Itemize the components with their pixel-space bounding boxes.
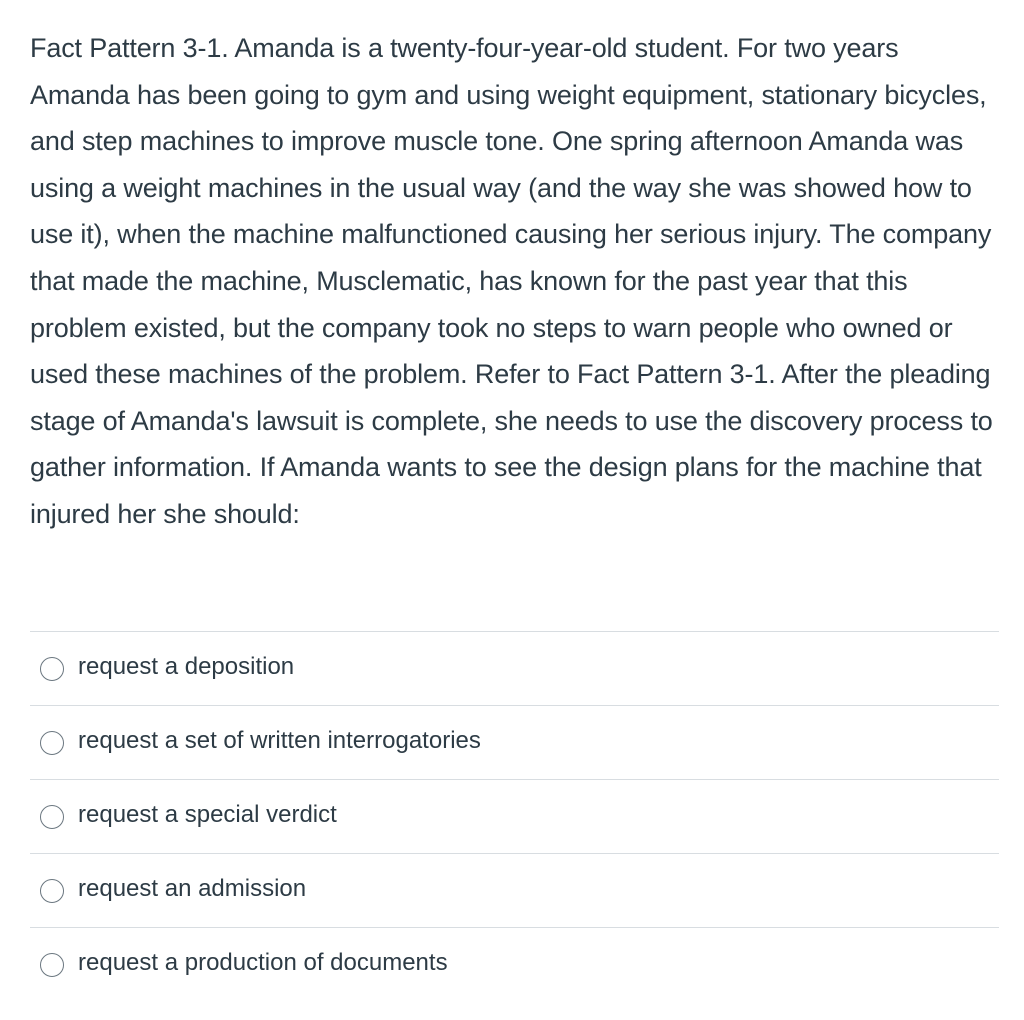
answer-list — [30, 631, 999, 1001]
radio-button-icon[interactable] — [40, 805, 64, 829]
question-text: Fact Pattern 3-1. Amanda is a twenty-four-year-old student. For two years Amanda has been going to gym and using weight equipment, stationary bicycles, and step machines to improve muscle tone. One spring afternoon Amanda was using a weight machines in the usual way (and the way she was showed how to use it), when the machine malfunctioned causing her serious injury. The company that made the machine, Musclematic, has known for the past year that this problem existed, but the company took no steps to warn people who owned or used these machines of the problem. Refer to Fact Pattern 3-1. After the pleading stage of Amanda's lawsuit is complete, she needs to use the discovery process to gather information. If Amanda wants to see the design plans for the machine that injured her she should: — [30, 33, 993, 529]
answer-label: request a special verdict — [78, 800, 337, 828]
answer-option-deposition[interactable] — [30, 632, 999, 706]
answer-label: request an admission — [78, 874, 307, 902]
radio-button-icon[interactable] — [40, 953, 64, 977]
radio-button-icon[interactable] — [40, 731, 64, 755]
answer-option-special-verdict[interactable] — [30, 780, 999, 854]
answer-option-interrogatories[interactable] — [30, 706, 999, 780]
answer-option-production-of-documents[interactable] — [30, 928, 999, 1001]
answer-label: request a deposition — [78, 652, 295, 680]
radio-button-icon[interactable] — [40, 879, 64, 903]
radio-button-icon[interactable] — [40, 657, 64, 681]
answer-label: request a production of documents — [78, 948, 448, 976]
answer-label: request a set of written interrogatories — [78, 726, 481, 754]
answer-option-admission[interactable] — [30, 854, 999, 928]
